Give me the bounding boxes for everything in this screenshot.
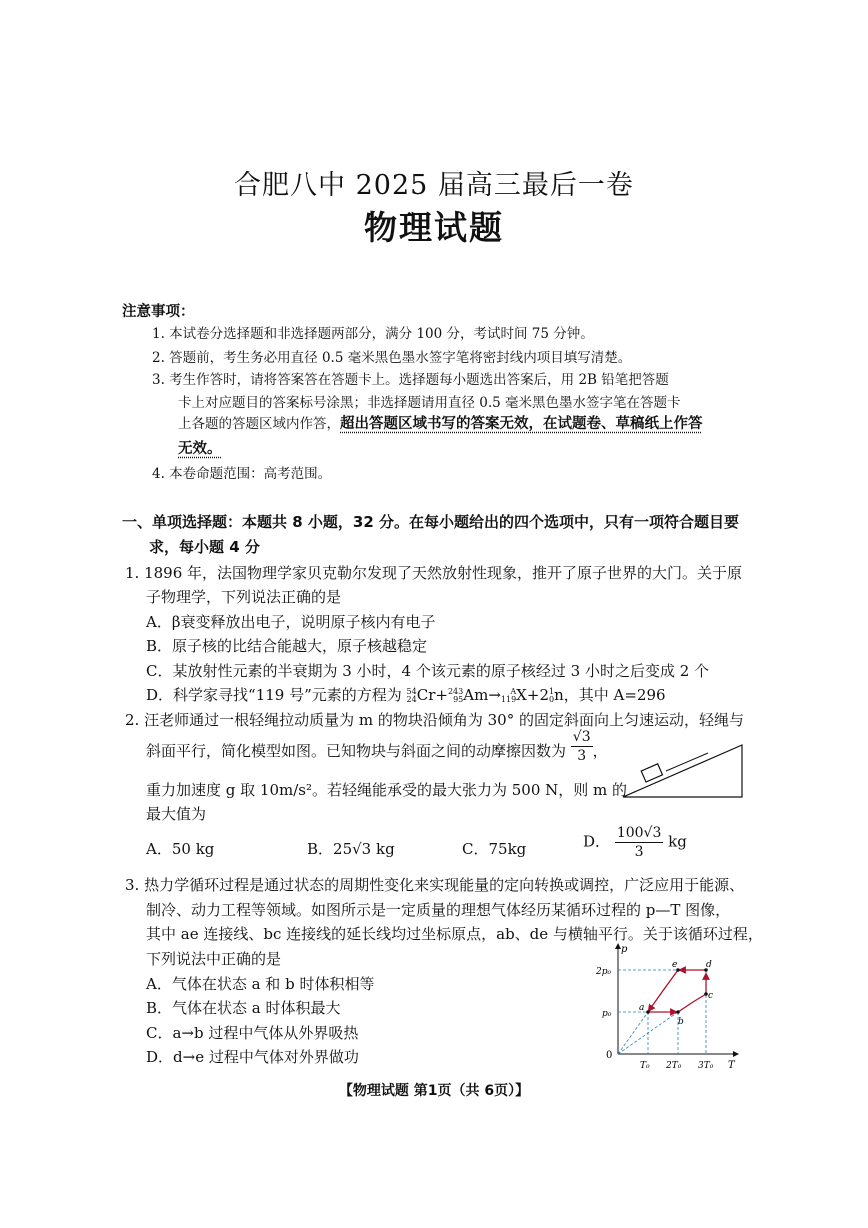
- q2-option-a: A．50 kg: [146, 840, 215, 858]
- am-mass: 243: [447, 687, 464, 696]
- q3-stem-line3: 其中 ae 连接线、bc 连接线的延长线均过坐标原点，ab、de 与横轴平行。关于该循环过程，: [146, 925, 763, 943]
- d-numerator: 100√3: [616, 825, 662, 841]
- x-tick-3t0: 3T₀: [698, 1061, 714, 1071]
- q2-stem-line4: 最大值为: [146, 805, 207, 823]
- pT-graph: [594, 940, 744, 1075]
- n-charge: 0: [548, 695, 555, 704]
- q3-option-b: B．气体在状态 a 时体积最大: [146, 999, 341, 1017]
- q2-stem-line2: 斜面平行，简化模型如图。已知物块与斜面之间的动摩擦因数为 $\frac{√3}{3}$ ，: [146, 728, 608, 764]
- q2-option-d-unit: kg: [668, 832, 687, 851]
- q2-option-b-value: 25√3 kg: [333, 840, 395, 858]
- q1-option-d: [146, 684, 666, 705]
- q2-stem-line3: 重力加速度 g 取 10m/s²。若轻绳能承受的最大张力为 500 N，则 m 的: [146, 781, 628, 799]
- point-b-label: b: [678, 1017, 684, 1027]
- point-d-label: d: [706, 960, 712, 970]
- p-axis-label: p: [621, 944, 628, 955]
- q2-stem-line2-text: 斜面平行，简化模型如图。已知物块与斜面之间的动摩擦因数为: [146, 742, 567, 760]
- friction-coefficient: [571, 730, 593, 763]
- notice-item-3-line4: 无效。: [178, 441, 222, 457]
- notice-item-3-line3: [178, 412, 703, 433]
- q2-option-b: [307, 838, 395, 859]
- mu-denominator: 3: [577, 747, 587, 764]
- notice-item-1: 1. 本试卷分选择题和非选择题两部分，满分 100 分，考试时间 75 分钟。: [152, 326, 594, 342]
- q1-option-d-suffix: ，其中 A=296: [563, 686, 666, 704]
- q3-stem-line4: 下列说法中正确的是: [146, 950, 282, 968]
- arrow: →: [488, 686, 501, 704]
- q1-stem-line1: 1. 1896 年，法国物理学家贝克勒尔发现了天然放射性现象，推开了原子世界的大门。关于原: [125, 564, 743, 582]
- x-charge: 119: [500, 695, 517, 704]
- notice-item-3-plain: 上各题的答题区域内作答，: [178, 416, 340, 432]
- section-heading-line1: 一、单项选择题：本题共 8 小题，32 分。在每小题给出的四个选项中，只有一项符合题目要: [122, 513, 739, 531]
- point-e-label: e: [672, 960, 678, 970]
- point-a-label: a: [639, 1003, 645, 1013]
- incline-diagram: [618, 742, 746, 800]
- q1-option-b: B．原子核的比结合能越大，原子核越稳定: [146, 637, 428, 655]
- origin-label: 0: [606, 1050, 613, 1061]
- notice-item-2: 2. 答题前，考生务必用直径 0.5 毫米黑色墨水签字笔将密封线内项目填写清楚。: [152, 350, 632, 366]
- plus-2: +: [526, 686, 540, 704]
- q1-stem-line2: 子物理学，下列说法正确的是: [146, 588, 342, 606]
- q3-stem-line2: 制冷、动力工程等领域。如图所示是一定质量的理想气体经历某循环过程的 p—T 图像，: [146, 901, 731, 919]
- notice-heading: 注意事项：: [122, 304, 195, 320]
- notice-item-4: 4. 本卷命题范围：高考范围。: [152, 466, 332, 482]
- y-tick-2p0: 2p₀: [596, 967, 612, 977]
- school-title: 合肥八中 2025 届高三最后一卷: [234, 170, 634, 201]
- nuclear-equation: [407, 686, 564, 704]
- x-symbol: X: [516, 686, 527, 704]
- q2-option-d-prefix: D．: [583, 832, 611, 851]
- y-tick-p0: p₀: [602, 1009, 612, 1019]
- q2-option-d: [583, 826, 687, 859]
- page-footer: 【物理试题 第1页（共 6页）】: [338, 1083, 530, 1099]
- cr-charge: 24: [406, 695, 417, 704]
- n-symbol: n: [554, 686, 564, 704]
- q2-stem-line1: 2. 汪老师通过一根轻绳拉动质量为 m 的物块沿倾角为 30° 的固定斜面向上匀速运动，轻绳与: [125, 711, 744, 729]
- cycle-path: [648, 970, 706, 1012]
- section-heading-line2: 求，每小题 4 分: [149, 538, 260, 556]
- q3-option-d: D．d→e 过程中气体对外界做功: [146, 1048, 359, 1066]
- d-denominator: 3: [634, 844, 644, 860]
- point-c-label: c: [708, 991, 714, 1001]
- q3-option-c: C．a→b 过程中气体从外界吸热: [146, 1024, 359, 1042]
- plus-1: +: [435, 686, 448, 704]
- x-tick-2t0: 2T₀: [666, 1061, 682, 1071]
- state-points: [646, 968, 708, 1014]
- q1-option-c: C．某放射性元素的半衰期为 3 小时，4 个该元素的原子核经过 3 小时之后变成 2 个: [146, 662, 710, 680]
- block-icon: [641, 764, 662, 782]
- q2-option-b-prefix: B．: [307, 840, 334, 858]
- cr-mass: 54: [406, 687, 417, 696]
- q1-option-a: A．β衰变释放出电子，说明原子核内有电子: [146, 613, 436, 631]
- notice-item-3-bold: 超出答题区域书写的答案无效，在试题卷、草稿纸上作答: [340, 416, 703, 432]
- q1-option-d-prefix: D．科学家寻找“119 号”元素的方程为: [146, 686, 402, 704]
- coef: 2: [539, 686, 549, 704]
- t-axis-label: T: [728, 1060, 735, 1071]
- am-symbol: Am: [463, 686, 489, 704]
- mu-numerator: √3: [572, 728, 591, 745]
- x-tick-t0: T₀: [640, 1061, 650, 1071]
- cr-symbol: Cr: [416, 686, 436, 704]
- notice-item-3-line2: 卡上对应题目的答案标号涂黑；非选择题请用直径 0.5 毫米黑色墨水签字笔在答题卡: [178, 395, 681, 411]
- q3-stem-line1: 3. 热力学循环过程是通过状态的周期性变化来实现能量的定向转换或调控，广泛应用于能源、: [125, 876, 745, 894]
- x-mass: A: [510, 687, 517, 696]
- q2-option-c: C．75kg: [462, 840, 527, 858]
- q2-option-d-fraction: [615, 826, 664, 859]
- subject-title: 物理试题: [364, 208, 504, 247]
- q3-option-a: A．气体在状态 a 和 b 时体积相等: [146, 975, 375, 993]
- n-mass: 1: [548, 687, 555, 696]
- notice-item-3: 3. 考生作答时，请将答案答在答题卡上。选择题每小题选出答案后，用 2B 铅笔把答题: [152, 372, 669, 388]
- am-charge: 95: [453, 695, 464, 704]
